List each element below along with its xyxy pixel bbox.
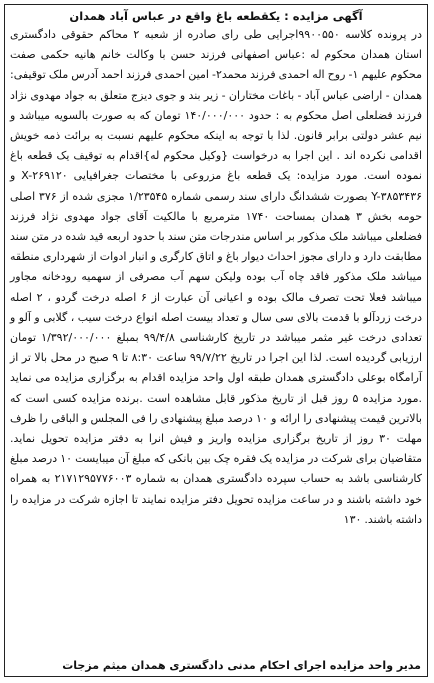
notice-signature: مدیر واحد مزایده اجرای احکام مدنی دادگستری همدان میثم مزجات [62,659,421,672]
notice-body: در پرونده کلاسه ۹۹۰۰۵۵۰اجرایی طی رای صادره از شعبه ۲ محاکم حقوقی دادگستری استان همدان محکوم له :عباس اصفهانی فرزند حسن با وکالت خانم هانیه حکمی صفت محکوم علیهم ۱- روح اله احمدی فرزند محمد۲- امین احمدی فرزند احمد آدرس ملک توقیفی: همدان - اراضی عباس آباد - باغات مختاران - زیر بند و جوی دیزج متعلق به جواد مهدوی نژاد فرزند فضلعلی اصل محکوم به : حدود ۱۴۰/۰۰۰/۰۰۰ تومان که به صورت بالسویه میباشد و نیم عشر دولتی برابر قانون. لذا با توجه به اینکه محکوم علیهم نسبت به برائت ذمه خویش اقدامی نکرده اند . این اجرا به درخواست {وکیل محکوم له}اقدام به توقیف یک قطعه باغ نموده است. مورد مزایده: یک قطعه باغ مزروعی با مختصات جغرافیایی X-۲۶۹۱۲۰ و Y-۳۸۵۳۴۳۶ بصورت ششدانگ دارای سند رسمی شماره ۱/۲۳۵۴۵ مجزی شده از ۳۷۶ اصلی حومه بخش ۳ همدان بمساحت ۱۷۴۰ مترمربع با مالکیت آقای جواد مهدوی نژاد فرزند فضلعلی میباشد ملک مذکور بر اساس مندرجات متن سند با حدود اربعه قید شده در متن سند مطابقت دارد و دارای مجوز احداث دیوار باغ و اتاق کارگری و انبار ادوات از شهرداری منطقه میباشد ملک مذکور فاقد چاه آب بوده ولیکن سهم آب مصرفی از سهمیه رودخانه مجاور میباشد فعلا تحت تصرف مالک بوده و اعیانی آن عبارت از ۶ اصله درخت گردو ، ۲ اصله درخت زردآلو با قدمت بالای سی سال و تعداد بیست اصله انواع درخت سیب ، گلابی و آلو و تعدادی درخت غیر مثمر میباشد در تاریخ کارشناسی ۹۹/۴/۸ بمبلغ ۱/۳۹۲/۰۰۰/۰۰۰ تومان ارزیابی گردیده است. لذا این اجرا در تاریخ ۹۹/۷/۲۲ ساعت ۸:۳۰ تا ۹ صبح در محل بالا تر از آرامگاه بوعلی دادگستری همدان طبقه اول واحد مزایده اقدام به برگزاری مزایده می نماید .مورد مزایده ۵ روز قبل از تاریخ مذکور قابل مشاهده است .برنده مزایده کسی است که بالاترین قیمت پیشنهادی را ارائه و ۱۰ درصد مبلغ پیشنهادی را فی المجلس و الباقی را ظرف مهلت ۳۰ روز از تاریخ برگزاری مزایده واریز و فیش انرا به دفتر مزایده تحویل نماید. متقاضیان برای شرکت در مزایده یک فقره چک بین بانکی که مبلغ آن میبایست ۱۰ درصد مبلغ کارشناسی باشد به حساب سپرده دادگستری همدان به شماره ۲۱۷۱۲۹۵۷۷۶۰۰۳ به همراه خود داشته باشند و در ساعت مزایده تحویل دفتر مزایده نمایند تا اجازه شرکت در مزایده را داشته باشند. ۱۳۰ [10,28,423,526]
auction-notice [4,4,428,677]
notice-title: آگهی مزایده : یکقطعه باغ واقع در عباس آباد همدان [69,9,363,23]
